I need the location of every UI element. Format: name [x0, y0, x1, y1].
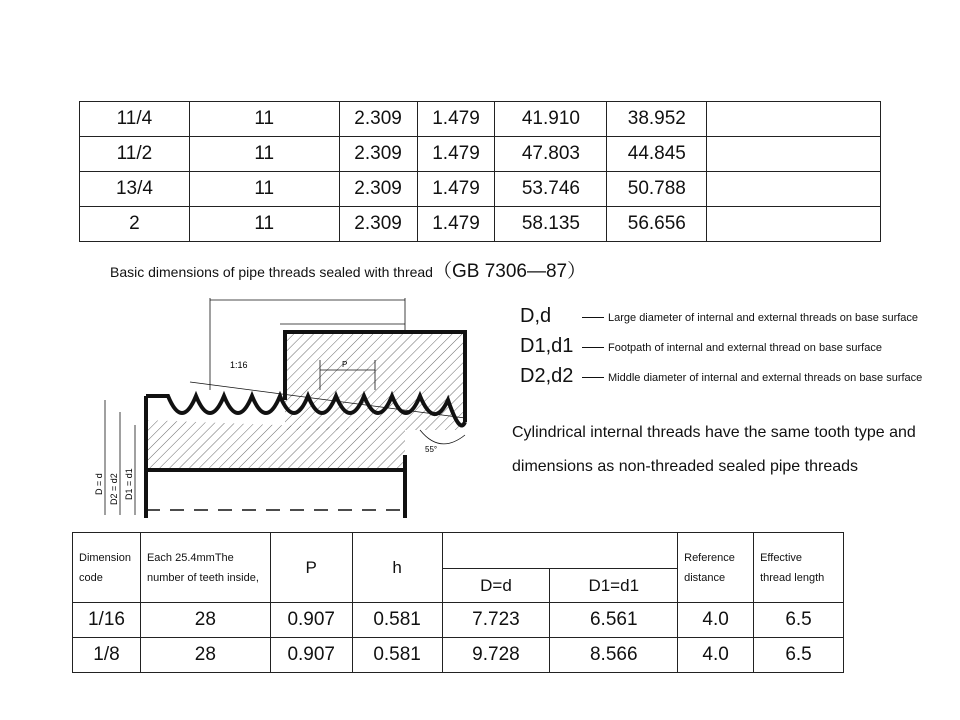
pitch-label: P: [342, 360, 348, 369]
cell-d: 9.728: [442, 638, 550, 673]
header-ref-line1: Reference: [684, 551, 735, 564]
cell-p: 2.309: [339, 172, 417, 207]
legend-description: Middle diameter of internal and external threads on base surface: [608, 371, 923, 384]
caption-text: Basic dimensions of pipe threads sealed with thread: [110, 264, 433, 280]
cell-p: 2.309: [339, 137, 417, 172]
header-teeth: [140, 533, 270, 603]
cell-extra: [707, 102, 881, 137]
label-d2: D2 = d2: [109, 473, 119, 505]
header-code-line2: code: [79, 571, 103, 584]
legend-symbol: D1,d1: [520, 335, 574, 357]
cell-d: 7.723: [442, 603, 550, 638]
header-eff-line2: thread length: [760, 571, 825, 584]
top-dimension-table: [79, 101, 881, 242]
cell-d: 41.910: [495, 102, 607, 137]
legend-leader-line: [582, 377, 604, 378]
legend-leader-line: [582, 317, 604, 318]
header-d1: D1=d1: [550, 569, 678, 603]
cell-code: 11/4: [80, 102, 190, 137]
table-row: [80, 102, 881, 137]
header-diameter-group: [442, 533, 678, 569]
legend-description: Large diameter of internal and external threads on base surface: [608, 311, 919, 324]
bottom-dimension-table: [72, 532, 844, 673]
cell-d: 53.746: [495, 172, 607, 207]
table-row: [80, 207, 881, 242]
header-p: P: [270, 533, 352, 603]
header-h: h: [352, 533, 442, 603]
cell-teeth: 11: [189, 207, 339, 242]
cell-teeth: 28: [140, 603, 270, 638]
cell-h: 1.479: [417, 207, 495, 242]
angle-label: 55°: [425, 445, 438, 454]
cell-h: 1.479: [417, 102, 495, 137]
legend-description: Footpath of internal and external thread on base surface: [608, 341, 882, 354]
cell-p: 0.907: [270, 638, 352, 673]
note-line-2: dimensions as non-threaded sealed pipe threads: [512, 458, 859, 475]
legend-item: [520, 335, 882, 358]
header-eff-line1: Effective: [760, 551, 803, 564]
header-ref-line2: distance: [684, 571, 726, 584]
cell-code: 1/8: [73, 638, 141, 673]
legend-item: [520, 365, 922, 388]
note-line-1: Cylindrical internal threads have the same tooth type and: [512, 424, 916, 441]
legend-item: [520, 305, 918, 328]
cell-p: 0.907: [270, 603, 352, 638]
header-effective-length: [754, 533, 844, 603]
cell-ref: 4.0: [678, 638, 754, 673]
header-d: D=d: [442, 569, 550, 603]
header-teeth-line1: Each 25.4mmThe: [146, 551, 234, 564]
cell-code: 2: [80, 207, 190, 242]
cell-h: 1.479: [417, 172, 495, 207]
cell-d1: 8.566: [550, 638, 678, 673]
header-teeth-line2: number of teeth inside,: [146, 571, 259, 584]
cell-code: 1/16: [73, 603, 141, 638]
cell-ref: 4.0: [678, 603, 754, 638]
angle-arc: [420, 430, 465, 444]
table-row: [80, 137, 881, 172]
cell-code: 13/4: [80, 172, 190, 207]
label-d1: D1 = d1: [124, 468, 134, 500]
cell-d: 47.803: [495, 137, 607, 172]
cell-eff: 6.5: [754, 603, 844, 638]
cell-eff: 6.5: [754, 638, 844, 673]
pipe-thread-diagram: [80, 290, 490, 530]
caption-standard: （GB 7306—87）: [432, 261, 587, 282]
cell-teeth: 11: [189, 137, 339, 172]
cell-h: 1.479: [417, 137, 495, 172]
cell-h: 0.581: [352, 638, 442, 673]
header-row: [73, 533, 844, 569]
cell-teeth: 11: [189, 102, 339, 137]
cell-d1: 6.561: [550, 603, 678, 638]
cell-extra: [707, 207, 881, 242]
cell-d1: 56.656: [607, 207, 707, 242]
table-row: [73, 603, 844, 638]
cell-d1: 44.845: [607, 137, 707, 172]
cell-d: 58.135: [495, 207, 607, 242]
cell-extra: [707, 172, 881, 207]
header-dimension-code: [73, 533, 141, 603]
header-code-line1: Dimension: [79, 551, 131, 564]
legend-symbol: D,d: [520, 305, 552, 327]
header-reference-distance: [678, 533, 754, 603]
cell-extra: [707, 137, 881, 172]
cell-code: 11/2: [80, 137, 190, 172]
table-row: [73, 638, 844, 673]
cell-h: 0.581: [352, 603, 442, 638]
cell-teeth: 11: [189, 172, 339, 207]
cell-p: 2.309: [339, 207, 417, 242]
figure-caption: [110, 256, 586, 283]
cell-d1: 50.788: [607, 172, 707, 207]
table-row: [80, 172, 881, 207]
cell-d1: 38.952: [607, 102, 707, 137]
cell-teeth: 28: [140, 638, 270, 673]
legend-symbol: D2,d2: [520, 365, 574, 387]
label-d: D = d: [94, 473, 104, 495]
legend-leader-line: [582, 347, 604, 348]
cell-p: 2.309: [339, 102, 417, 137]
taper-label: 1:16: [230, 360, 248, 370]
